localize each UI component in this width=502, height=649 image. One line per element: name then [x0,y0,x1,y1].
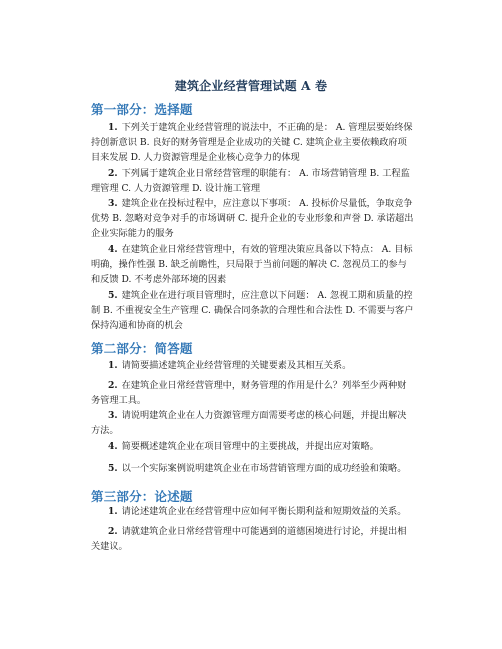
section-heading-essay: 第三部分：论述题 [91,489,193,504]
question-text: 以一个实际案例说明建筑企业在市场营销管理方面的成功经验和策略。 [121,463,407,474]
question-number: 3. [108,198,118,209]
question-text: 在建筑企业日常经营管理中，财务管理的作用是什么？列举至少两种财务管理工具。 [91,380,407,406]
sa-question-1 [91,358,414,373]
mc-question-3 [91,196,414,241]
section-heading-short-answer: 第二部分：简答题 [91,341,193,356]
question-text: 在建筑企业日常经营管理中，有效的管理决策应具备以下特点： A. 目标明确，操作性强 B. 缺乏前瞻性，只局限于当前问题的解决 C. 忽视员工的参与和反馈 D. 不考虑外部环境的因素 [91,244,413,285]
essay-question-2 [91,524,414,554]
mc-question-5 [91,288,414,333]
question-number: 2. [108,526,118,537]
question-text: 建筑企业在投标过程中，应注意以下事项： A. 投标价尽量低，争取竞争优势 B. 忽略对竞争对手的市场调研 C. 提升企业的专业形象和声誉 D. 承诺超出企业实际能力的服务 [91,198,414,239]
question-number: 4. [108,441,118,452]
document-title: 建筑企业经营管理试题 A 卷 [174,79,328,93]
question-number: 5. [108,290,118,301]
question-text: 建筑企业在进行项目管理时，应注意以下问题： A. 忽视工期和质量的控制 B. 不重视安全生产管理 C. 确保合同条款的合理性和合法性 D. 不需要与客户保持沟通和协商的机会 [91,290,414,331]
question-number: 2. [108,380,118,391]
question-number: 1. [108,506,118,517]
sa-question-4 [91,439,414,454]
sa-question-3 [91,408,414,438]
question-text: 下列属于建筑企业日常经营管理的职能有： A. 市场营销管理 B. 工程监理管理 C. 人力资源管理 D. 设计施工管理 [91,168,410,194]
question-number: 1. [108,360,118,371]
mc-question-2 [91,166,414,196]
question-text: 请就建筑企业日常经营管理中可能遇到的道德困境进行讨论，并提出相关建议。 [91,526,407,552]
question-text: 请论述建筑企业在经营管理中应如何平衡长期利益和短期效益的关系。 [121,506,407,517]
mc-question-4 [91,242,414,287]
sa-question-2 [91,378,414,408]
question-text: 请说明建筑企业在人力资源管理方面需要考虑的核心问题，并提出解决方法。 [91,410,407,436]
mc-question-1 [91,120,414,165]
question-text: 简要概述建筑企业在项目管理中的主要挑战，并提出应对策略。 [121,441,379,452]
question-number: 4. [108,244,118,255]
question-number: 3. [108,410,118,421]
essay-question-1 [91,504,414,519]
question-number: 5. [108,463,118,474]
question-number: 2. [108,168,118,179]
sa-question-5 [91,461,414,476]
question-text: 请简要描述建筑企业经营管理的关键要素及其相互关系。 [121,360,352,371]
section-heading-multiple-choice: 第一部分：选择题 [91,102,193,117]
question-text: 下列关于建筑企业经营管理的说法中，不正确的是： A. 管理层要始终保持创新意识 B. 良好的财务管理是企业成功的关键 C. 建筑企业主要依赖政府项目来发展 D. 人力资源管理是企业核心竞争力的体现 [91,122,413,163]
question-number: 1. [108,122,118,133]
